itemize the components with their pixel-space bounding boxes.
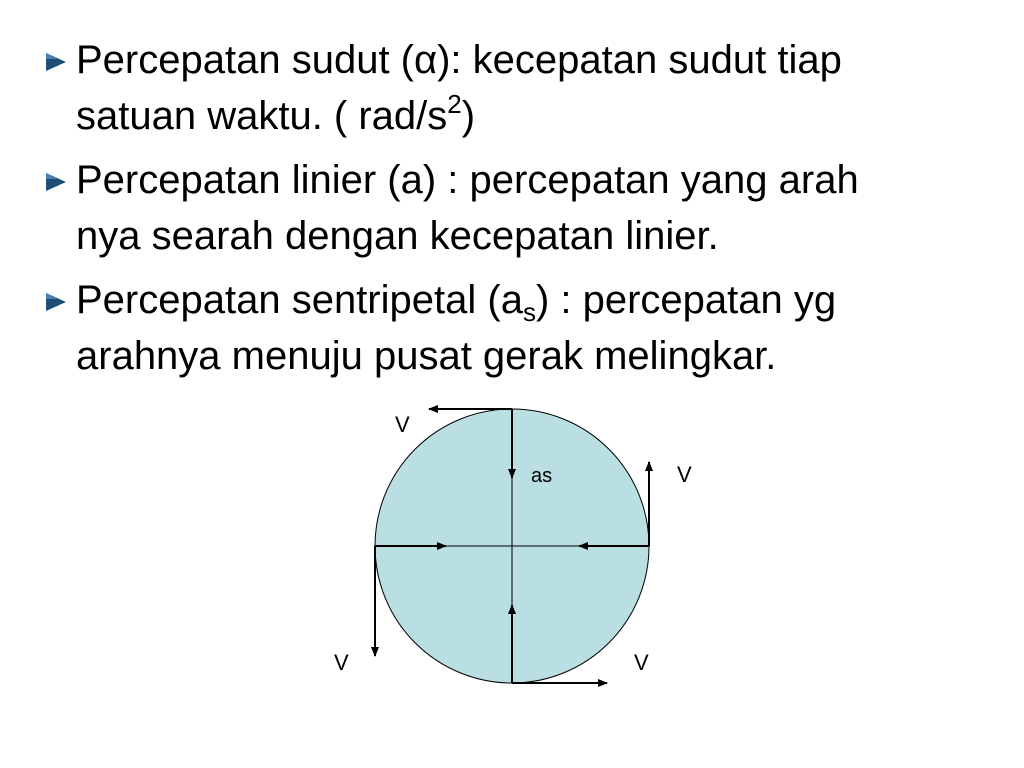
bullet-line-1: Percepatan sudut (α): kecepatan sudut tiap [76,38,842,82]
subscript: s [522,297,536,327]
bullet-line-2: nya searah dengan kecepatan linier. [76,214,719,258]
centripetal-label: as [531,465,553,487]
text-segment: Percepatan sentripetal (a [76,278,523,322]
bullet-line-1: Percepatan linier (a) : percepatan yang arah [76,158,859,202]
text-segment: ) [461,94,476,138]
velocity-label-top: V [395,412,410,437]
velocity-label-bottom: V [634,650,649,675]
velocity-label-left: V [334,650,349,675]
text-segment: ) : percepatan yg [535,278,837,322]
text-segment: satuan waktu. ( rad/s [76,94,448,138]
bullet-line-2: arahnya menuju pusat gerak melingkar. [76,334,777,378]
superscript: 2 [447,89,462,119]
velocity-label-right: V [677,462,692,487]
